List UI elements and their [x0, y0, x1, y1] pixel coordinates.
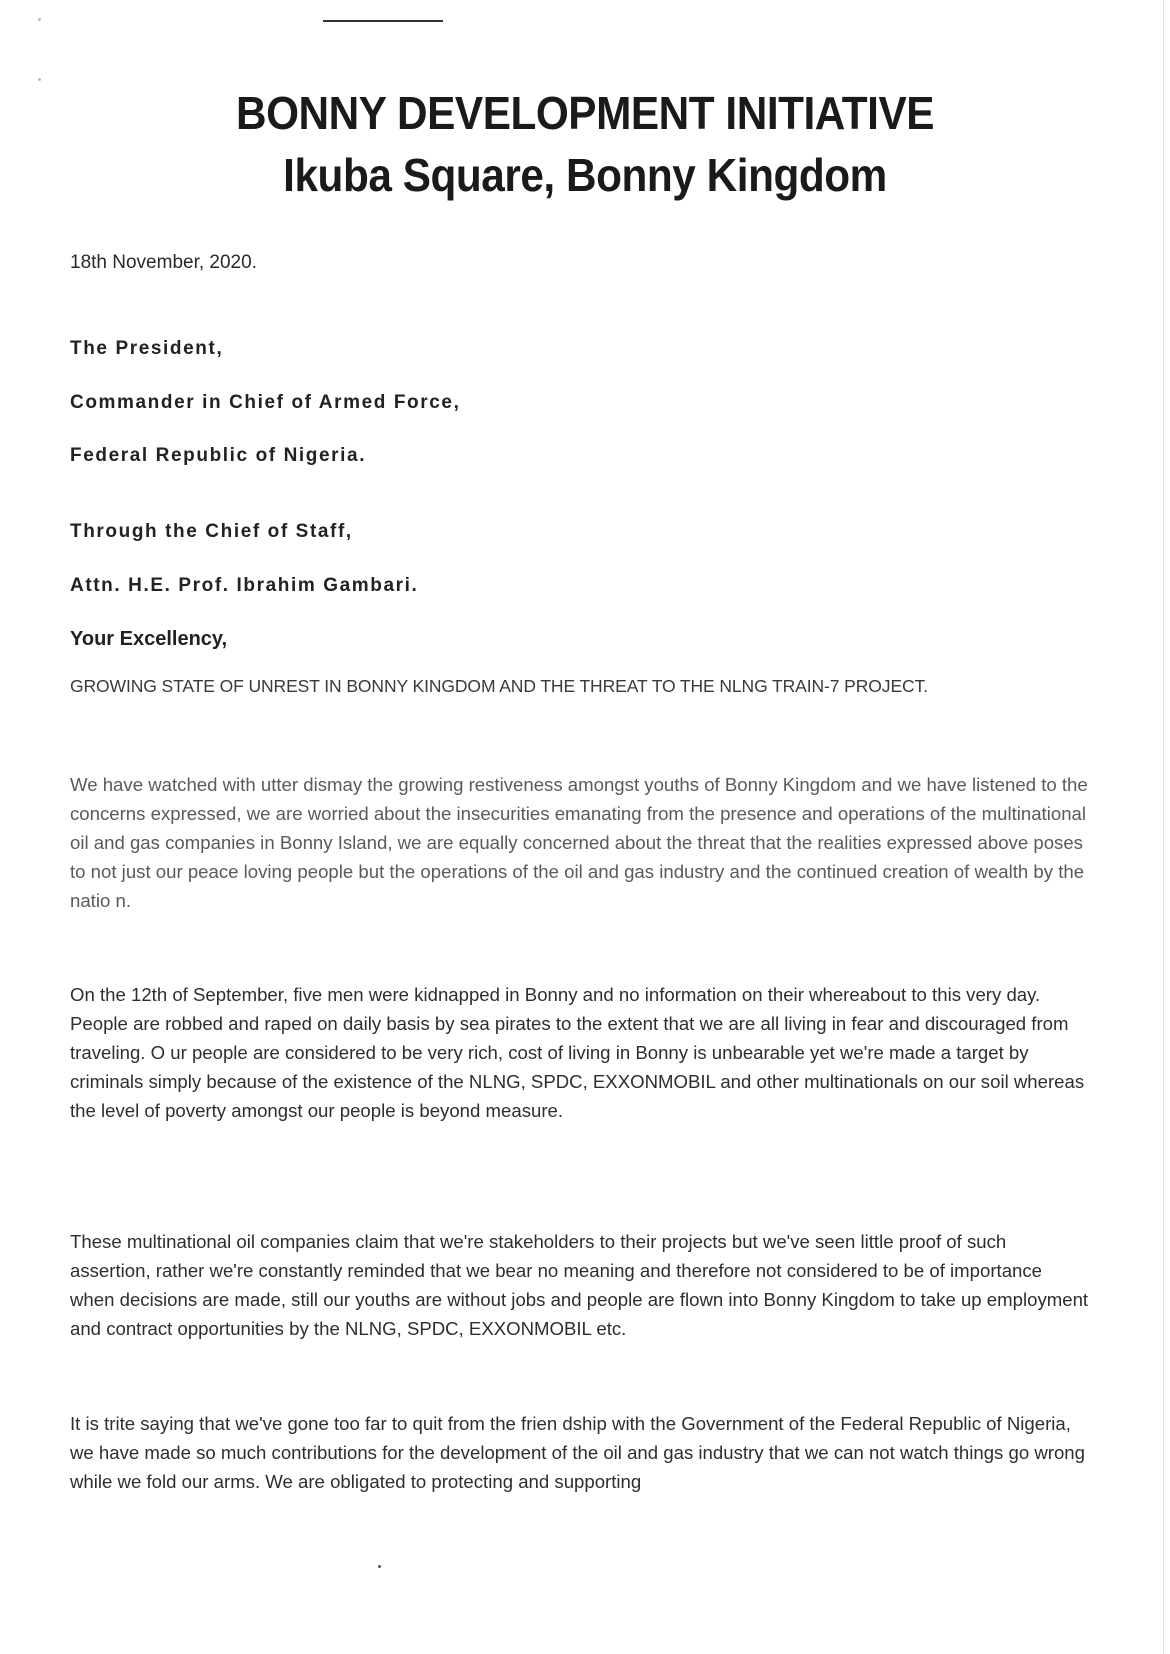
- scan-speck: [378, 1565, 381, 1568]
- letterhead-address: Ikuba Square, Bonny Kingdom: [283, 149, 887, 201]
- letter-date: 18th November, 2020.: [70, 252, 257, 273]
- body-paragraph: These multinational oil companies claim that we're stakeholders to their projects but we've seen little proof of such assertion, rather we're constantly reminded that we bear no meaning and therefore not considered to be of importance when decisions are made, still our youths are without jobs and people are flown into Bonny Kingdom to take up employment and contract opportunities by the NLNG, SPDC, EXXONMOBIL etc.: [70, 1231, 1089, 1339]
- top-rule-divider: [323, 20, 443, 22]
- body-paragraph: We have watched with utter dismay the growing restiveness amongst youths of Bonny Kingdom and we have listened to the concerns expressed, we are worried about the insecurities emanating from the presence and operations of the multinational oil and gas companies in Bonny Island, we are equally concerned about the threat that the realities expressed above poses to not just our peace loving people but the operations of the oil and gas industry and the continued creation of wealth by the natio n.: [70, 774, 1088, 911]
- letterhead-organization: BONNY DEVELOPMENT INITIATIVE: [235, 87, 934, 139]
- recipient-line-commander: Commander in Chief of Armed Force,: [70, 392, 461, 413]
- scan-edge-line: [1163, 0, 1164, 1654]
- body-paragraph: It is trite saying that we've gone too far to quit from the frien dship with the Government of the Federal Republic of Nigeria, we have made so much contributions for the development of the oil and gas industry that we can not watch things go wrong while we fold our arms. We are obligated to protecting and supporting: [70, 1413, 1085, 1492]
- recipient-line-president: The President,: [70, 338, 224, 359]
- salutation: Your Excellency,: [70, 628, 228, 650]
- scan-speck: [38, 18, 41, 21]
- recipient-line-chief-of-staff: Through the Chief of Staff,: [70, 521, 353, 542]
- subject-line: GROWING STATE OF UNREST IN BONNY KINGDOM AND THE THREAT TO THE NLNG TRAIN-7 PROJECT.: [70, 676, 928, 696]
- body-paragraph: On the 12th of September, five men were kidnapped in Bonny and no information on their whereabout to this very day. People are robbed and raped on daily basis by sea pirates to the extent that we are all living in fear and discouraged from traveling. O ur people are considered to be very rich, cost of living in Bonny is unbearable yet we're made a target by criminals simply because of the existence of the NLNG, SPDC, EXXONMOBIL and other multinationals on our soil whereas the level of poverty amongst our people is beyond measure.: [70, 984, 1085, 1121]
- recipient-line-attention: Attn. H.E. Prof. Ibrahim Gambari.: [70, 575, 419, 596]
- recipient-line-republic: Federal Republic of Nigeria.: [70, 445, 367, 466]
- scan-speck: [38, 78, 41, 81]
